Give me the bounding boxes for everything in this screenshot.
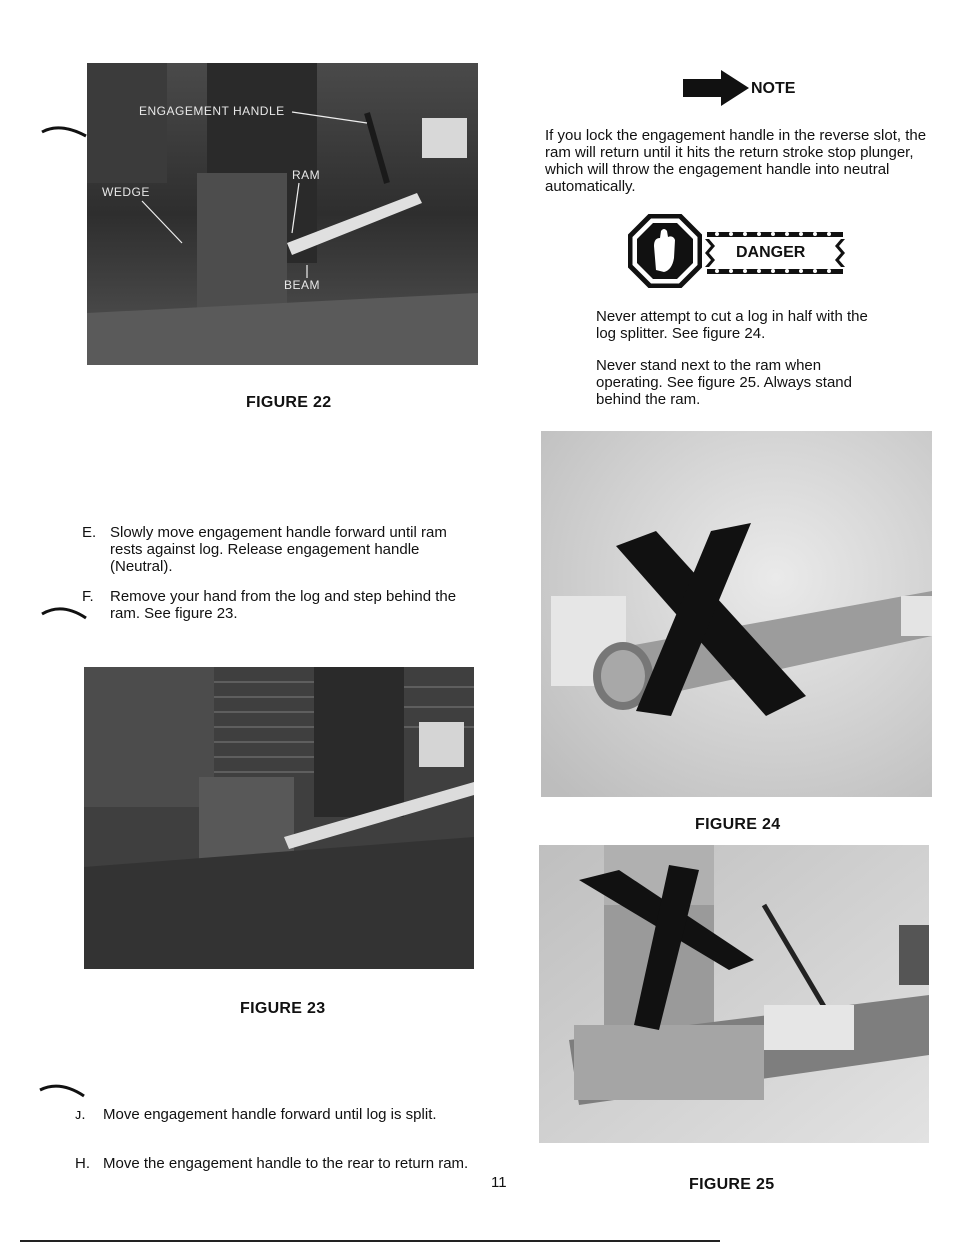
step-letter: F. bbox=[82, 588, 94, 605]
figure-22-photo bbox=[87, 63, 478, 365]
figure-24-photo bbox=[541, 431, 932, 797]
label-wedge: WEDGE bbox=[102, 185, 150, 199]
label-ram: RAM bbox=[292, 168, 321, 182]
figure-24-caption: FIGURE 24 bbox=[695, 816, 781, 833]
margin-mark bbox=[40, 120, 90, 140]
step-text: Slowly move engagement handle forward until ram rests against log. Release engagement handle (Neutral). bbox=[110, 524, 447, 575]
step-letter: H. bbox=[75, 1155, 90, 1172]
bottom-rule bbox=[20, 1240, 720, 1242]
label-beam: BEAM bbox=[284, 278, 321, 292]
step-text: Remove your hand from the log and step behind the ram. See figure 23. bbox=[110, 588, 457, 622]
label-engagement-handle: ENGAGEMENT HANDLE bbox=[139, 104, 285, 118]
note-text: If you lock the engagement handle in the reverse slot, the ram will return until it hits the return stroke stop plunger, which will throw the engagement handle into neutral automatically. bbox=[545, 127, 927, 195]
step-h bbox=[75, 1155, 475, 1191]
figure-25-photo bbox=[539, 845, 929, 1143]
figure-25-caption: FIGURE 25 bbox=[689, 1176, 775, 1193]
step-letter: ᴊ. bbox=[75, 1106, 86, 1123]
danger-label: DANGER bbox=[736, 244, 806, 261]
note-heading: NOTE bbox=[751, 80, 796, 97]
stop-hand-icon bbox=[628, 214, 702, 288]
danger-paragraph-1: Never attempt to cut a log in half with the log splitter. See figure 24. bbox=[596, 308, 868, 342]
step-f bbox=[82, 588, 482, 624]
danger-paragraph-2: Never stand next to the ram when operating. See figure 25. Always stand behind the ram. bbox=[596, 357, 852, 408]
step-e bbox=[82, 524, 482, 578]
step-text: Move engagement handle forward until log is split. bbox=[103, 1106, 437, 1123]
figure-23-caption: FIGURE 23 bbox=[240, 1000, 326, 1017]
label-pointer-lines bbox=[87, 63, 478, 365]
step-letter: E. bbox=[82, 524, 97, 541]
arrow-right-icon bbox=[683, 70, 749, 106]
page-number: 11 bbox=[491, 1174, 507, 1191]
figure-22-caption: FIGURE 22 bbox=[246, 394, 332, 411]
margin-mark bbox=[38, 1078, 88, 1100]
figure-23-photo bbox=[84, 667, 474, 969]
step-text: Move the engagement handle to the rear to return ram. bbox=[103, 1155, 469, 1172]
step-j bbox=[75, 1106, 475, 1142]
